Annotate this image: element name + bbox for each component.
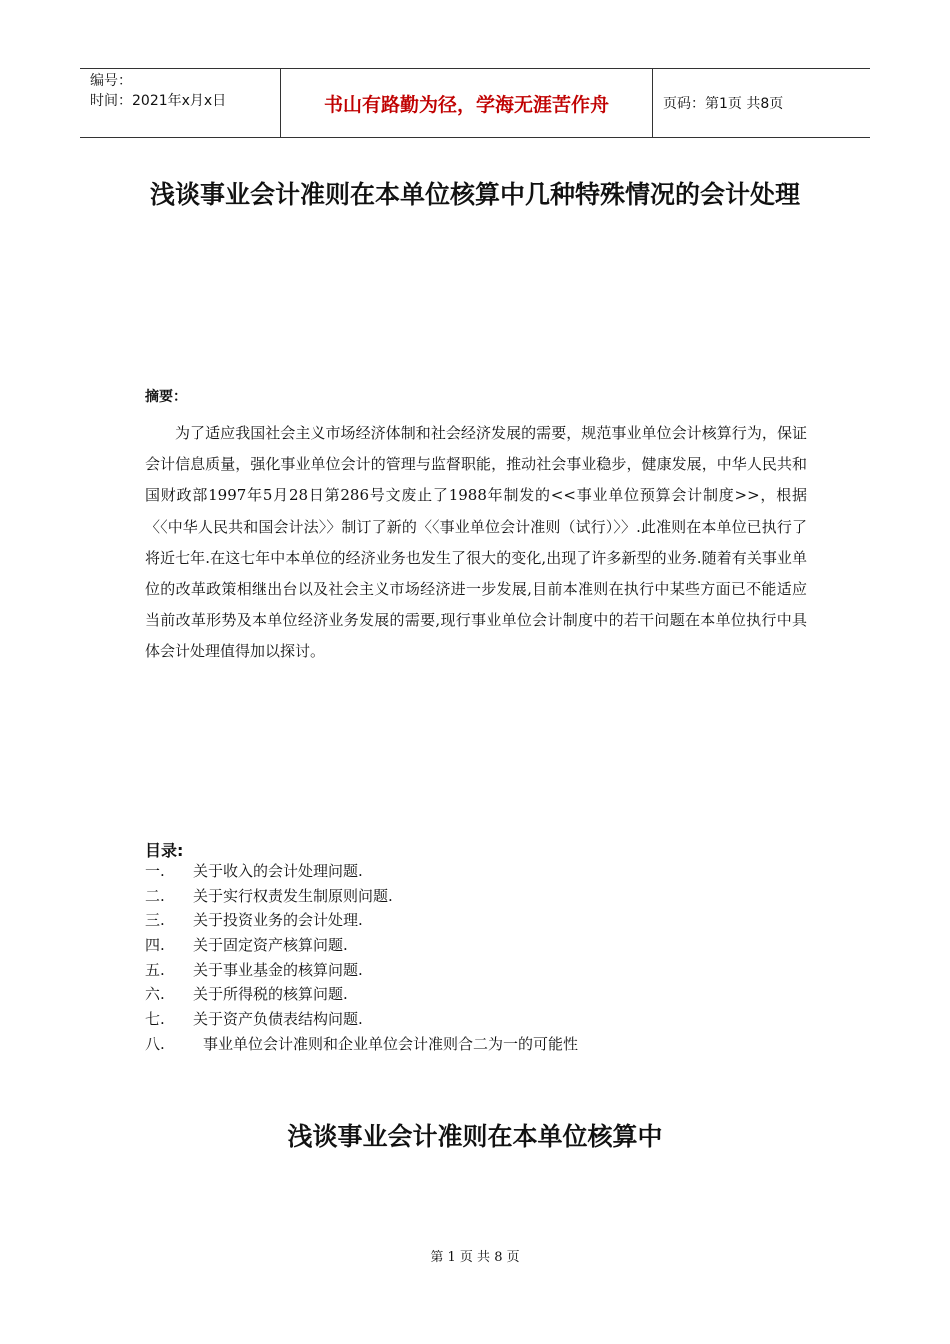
abstract-label: 摘要： bbox=[145, 389, 187, 405]
document-number-label: 编号： bbox=[90, 73, 132, 89]
section-title: 浅谈事业会计准则在本单位核算中 bbox=[287, 1122, 663, 1151]
toc-item-number: 一. bbox=[145, 862, 165, 880]
header-meta bbox=[80, 69, 280, 137]
toc-item bbox=[145, 884, 578, 909]
toc-item-text: 关于固定资产核算问题. bbox=[193, 936, 348, 955]
table-of-contents bbox=[145, 859, 578, 1057]
document-title: 浅谈事业会计准则在本单位核算中几种特殊情况的会计处理 bbox=[149, 180, 800, 209]
toc-item-number: 五. bbox=[145, 960, 165, 979]
toc-item-number: 二. bbox=[145, 886, 165, 905]
header-page-info: 页码：第1页 共8页 bbox=[663, 96, 784, 112]
toc-item-number: 八. bbox=[145, 1034, 165, 1053]
toc-item-number: 六. bbox=[145, 985, 165, 1004]
toc-item-text: 关于事业基金的核算问题. bbox=[193, 960, 363, 979]
toc-item-text: 事业单位会计准则和企业单位会计准则合二为一的可能性 bbox=[203, 1034, 579, 1053]
toc-item-number: 四. bbox=[145, 936, 165, 955]
toc-item-text: 关于资产负债表结构问题. bbox=[193, 1010, 363, 1029]
toc-item bbox=[145, 982, 578, 1007]
toc-item-number: 七. bbox=[145, 1010, 165, 1029]
toc-item-text: 关于投资业务的会计处理. bbox=[193, 911, 363, 930]
toc-item bbox=[145, 859, 578, 884]
toc-item bbox=[145, 908, 578, 933]
page-footer: 第 1 页 共 8 页 bbox=[430, 1250, 520, 1265]
toc-item bbox=[145, 958, 578, 983]
toc-item bbox=[145, 1007, 578, 1032]
toc-item-number: 三. bbox=[145, 911, 165, 930]
toc-label: 目录: bbox=[145, 841, 184, 860]
header-motto: 书山有路勤为径，学海无涯苦作舟 bbox=[280, 69, 653, 137]
document-header bbox=[80, 68, 870, 138]
toc-item-text: 关于实行权责发生制原则问题. bbox=[193, 886, 393, 905]
abstract-paragraph: 为了适应我国社会主义市场经济体制和社会经济发展的需要，规范事业单位会计核算行为，保证会计信息质量，强化事业单位会计的管理与监督职能，推动社会事业稳步，健康发展，中华人民共和国财政部1997年5月28日第286号文废止了1988年制发的<<事业单位预算会计制度>>，根据〈〈中华人民共和国会计法〉〉制订了新的〈〈事业单位会计准则（试行）〉〉.此准则在本单位已执行了将近七年.在这七年中本单位的经济业务也发生了很大的变化,出现了许多新型的业务.随着有关事业单位的改革政策相继出台以及社会主义市场经济进一步发展,目前本准则在执行中某些方面已不能适应当前改革形势及本单位经济业务发展的需要,现行事业单位会计制度中的若干问题在本单位执行中具体会计处理值得加以探讨。 bbox=[145, 424, 807, 661]
toc-item-text: 关于所得税的核算问题. bbox=[193, 985, 348, 1004]
document-date: 时间：2021年x月x日 bbox=[90, 93, 227, 109]
toc-item bbox=[145, 933, 578, 958]
toc-item bbox=[145, 1032, 578, 1057]
toc-item-text: 关于收入的会计处理问题. bbox=[193, 862, 363, 880]
